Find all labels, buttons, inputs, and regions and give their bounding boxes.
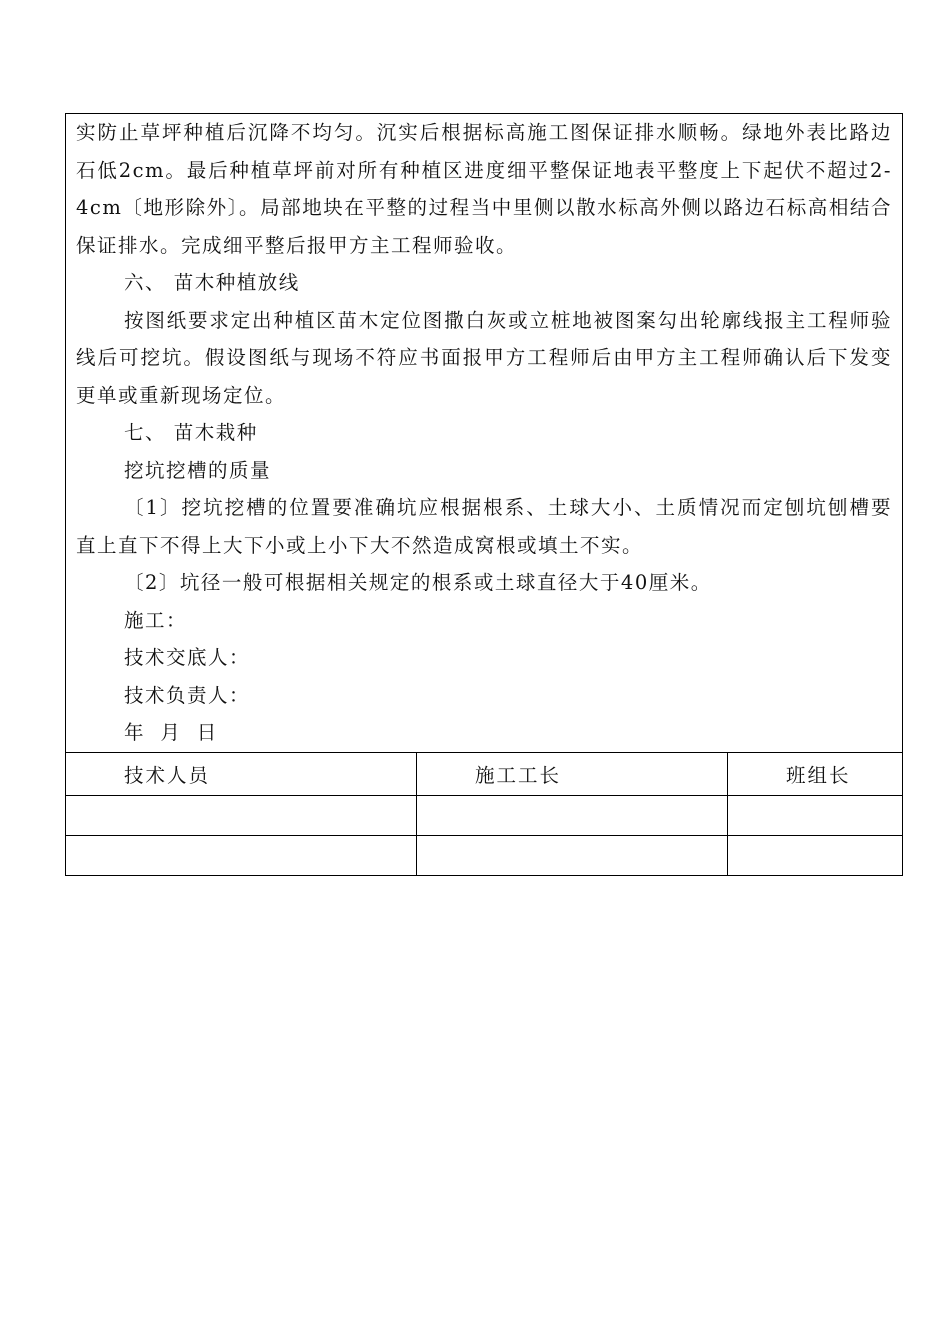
document-frame	[65, 113, 903, 876]
table-cell	[417, 795, 728, 835]
signoff-table	[66, 752, 902, 875]
header-team-leader: 班组长	[728, 752, 903, 795]
paragraph-item-1: 〔1〕挖坑挖槽的位置要准确坑应根据根系、土球大小、土质情况而定刨坑刨槽要直上直下不得上大下小或上小下大不然造成窝根或填土不实。	[76, 496, 892, 557]
header-technician: 技术人员	[66, 752, 417, 795]
document-body	[66, 114, 902, 752]
table-cell	[417, 835, 728, 875]
signature-date: 年 月 日	[124, 721, 218, 744]
paragraph-item-2: 〔2〕坑径一般可根据相关规定的根系或土球直径大于40厘米。	[124, 571, 712, 594]
section-heading-layout: 六、 苗木种植放线	[124, 271, 300, 294]
table-cell	[728, 795, 903, 835]
paragraph-layout: 按图纸要求定出种植区苗木定位图撒白灰或立桩地被图案勾出轮廓线报主工程师验线后可挖坑。假设图纸与现场不符应书面报甲方工程师后由甲方主工程师确认后下发变更单或重新现场定位。	[76, 308, 892, 407]
table-cell	[66, 795, 417, 835]
paragraph-leveling: 实防止草坪种植后沉降不均匀。沉实后根据标高施工图保证排水顺畅。绿地外表比路边石低2cm。最后种植草坪前对所有种植区进度细平整保证地表平整度上下起伏不超过2-4cm〔地形除外〕。局部地块在平整的过程当中里侧以散水标高外侧以路边石标高相结合保证排水。完成细平整后报甲方主工程师验收。	[76, 121, 892, 257]
table-cell	[728, 835, 903, 875]
table-row	[66, 835, 902, 875]
section-heading-planting: 七、 苗木栽种	[124, 421, 258, 444]
header-foreman: 施工工长	[417, 752, 728, 795]
table-row	[66, 795, 902, 835]
table-cell	[66, 835, 417, 875]
subheading-pit-quality: 挖坑挖槽的质量	[124, 458, 272, 482]
table-header-row	[66, 752, 902, 795]
signature-construction: 施工：	[124, 608, 188, 632]
signature-briefer: 技术交底人：	[124, 646, 251, 669]
signature-responsible: 技术负责人：	[124, 683, 251, 707]
